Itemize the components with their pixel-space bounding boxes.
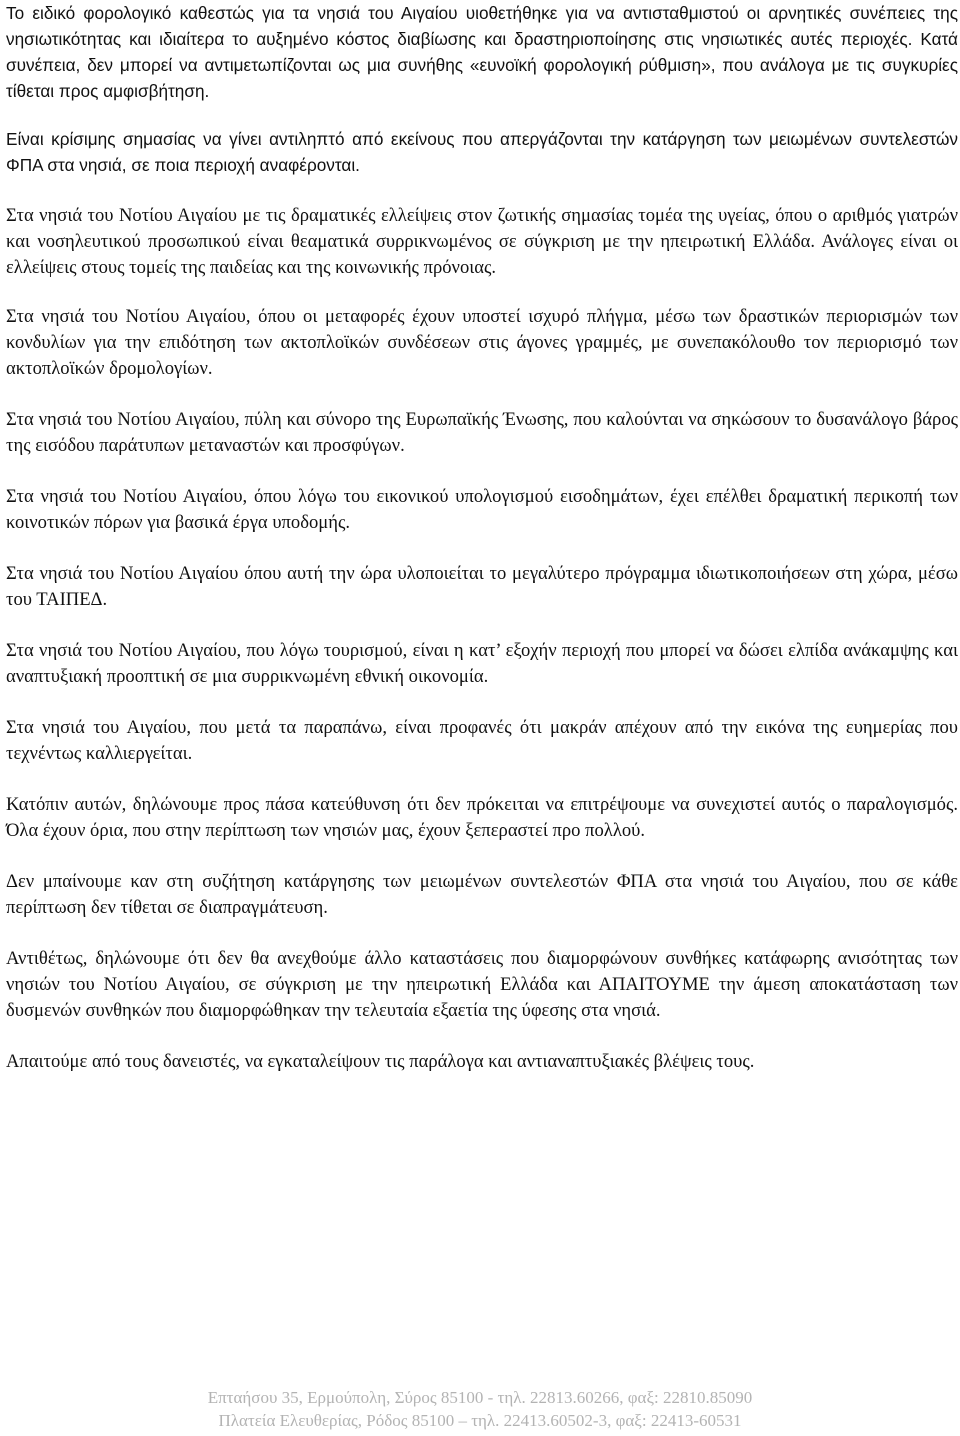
paragraph-health-shortages: Στα νησιά του Νοτίου Αιγαίου με τις δραματικές ελλείψεις στον ζωτικής σημασίας τομέα της υγείας, όπου ο αριθμός γιατρών και νοσηλευτικού προσωπικού είναι θεαματικά συρρικνωμένος σε σύγκριση με την ηπειρωτική Ελλάδα. Ανάλογες είναι οι ελλείψεις στους τομείς της παιδείας και της κοινωνικής πρόνοιας.: [6, 205, 958, 278]
footer-address-rhodes: Πλατεία Ελευθερίας, Ρόδος 85100 – τηλ. 22413.60502-3, φαξ: 22413-60531: [218, 1411, 742, 1430]
paragraph-community-funds: Στα νησιά του Νοτίου Αιγαίου, όπου λόγω του εικονικού υπολογισμού εισοδημάτων, έχει επέλθει δραματική περικοπή των κοινοτικών πόρων για βασικά έργα υποδομής.: [6, 486, 958, 533]
paragraph-critical-importance: Είναι κρίσιμης σημασίας να γίνει αντιληπτό από εκείνους που απεργάζονται την κατάργηση των μειωμένων συντελεστών ΦΠΑ στα νησιά, σε ποια περιοχή αναφέρονται.: [6, 129, 958, 175]
paragraph-prosperity-image: Στα νησιά του Αιγαίου, που μετά τα παραπάνω, είναι προφανές ότι μακράν απέχουν από την εικόνα της ευημερίας που τεχνέντως καλλιεργείται.: [6, 717, 958, 764]
footer-address-syros: Επταήσου 35, Ερμούπολη, Σύρος 85100 - τηλ. 22813.60266, φαξ: 22810.85090: [207, 1388, 753, 1407]
paragraph-demand-restoration: Αντιθέτως, δηλώνουμε ότι δεν θα ανεχθούμε άλλο καταστάσεις που διαμορφώνουν συνθήκες κατάφωρης ανισότητας των νησιών του Νοτίου Αιγαίου, σε σύγκριση με την ηπειρωτική Ελλάδα και ΑΠΑΙΤΟΥΜΕ την άμεση αποκατάσταση των δυσμενών συνθηκών που διαμορφώθηκαν την τελευταία εξαετία της ύφεσης στα νησιά.: [6, 948, 958, 1021]
paragraph-tourism-hope: Στα νησιά του Νοτίου Αιγαίου, που λόγω τουρισμού, είναι η κατ’ εξοχήν περιοχή που μπορεί να δώσει ελπίδα ανάκαμψης και αναπτυξιακή προοπτική σε μια συρρικνωμένη εθνική οικονομία.: [6, 640, 958, 687]
paragraph-eu-border: Στα νησιά του Νοτίου Αιγαίου, πύλη και σύνορο της Ευρωπαϊκής Ένωσης, που καλούνται να σηκώσουν το δυσανάλογο βάρος της εισόδου παράτυπων μεταναστών και προσφύγων.: [6, 409, 958, 456]
paragraph-transport-cuts: Στα νησιά του Νοτίου Αιγαίου, όπου οι μεταφορές έχουν υποστεί ισχυρό πλήγμα, μέσω των δραστικών περιορισμών των κονδυλίων για την επιδότηση των ακτοπλοϊκών συνδέσεων στις άγονες γραμμές, με συνεπακόλουθο τον περιορισμό των ακτοπλοϊκών δρομολογίων.: [6, 306, 958, 379]
document-body: [6, 0, 958, 1100]
paragraph-privatizations: Στα νησιά του Νοτίου Αιγαίου όπου αυτή την ώρα υλοποιείται το μεγαλύτερο πρόγραμμα ιδιωτικοποιήσεων στη χώρα, μέσω του ΤΑΙΠΕΔ.: [6, 563, 958, 610]
page-footer: [0, 1386, 960, 1432]
paragraph-declaration: Κατόπιν αυτών, δηλώνουμε προς πάσα κατεύθυνση ότι δεν πρόκειται να επιτρέψουμε να συνεχιστεί αυτός ο παραλογισμός. Όλα έχουν όρια, που στην περίπτωση των νησιών μας, έχουν ξεπεραστεί προ πολλού.: [6, 794, 958, 841]
paragraph-creditors: Απαιτούμε από τους δανειστές, να εγκαταλείψουν τις παράλογα και αντιαναπτυξιακές βλέψεις τους.: [6, 1051, 755, 1072]
paragraph-no-negotiation: Δεν μπαίνουμε καν στη συζήτηση κατάργησης των μειωμένων συντελεστών ΦΠΑ στα νησιά του Αιγαίου, που σε κάθε περίπτωση δεν τίθεται σε διαπραγμάτευση.: [6, 871, 958, 918]
paragraph-special-tax-regime: Το ειδικό φορολογικό καθεστώς για τα νησιά του Αιγαίου υιοθετήθηκε για να αντισταθμιστού οι αρνητικές συνέπειες της νησιωτικότητας και ιδιαίτερα το αυξημένο κόστος διαβίωσης και δραστηριοποίησης στις νησιωτικές αυτές περιοχές. Κατά συνέπεια, δεν μπορεί να αντιμετωπίζονται ως μια συνήθης «ευνοϊκή φορολογική ρύθμιση», που ανάλογα με τις συγκυρίες τίθεται προς αμφισβήτηση.: [6, 3, 958, 101]
